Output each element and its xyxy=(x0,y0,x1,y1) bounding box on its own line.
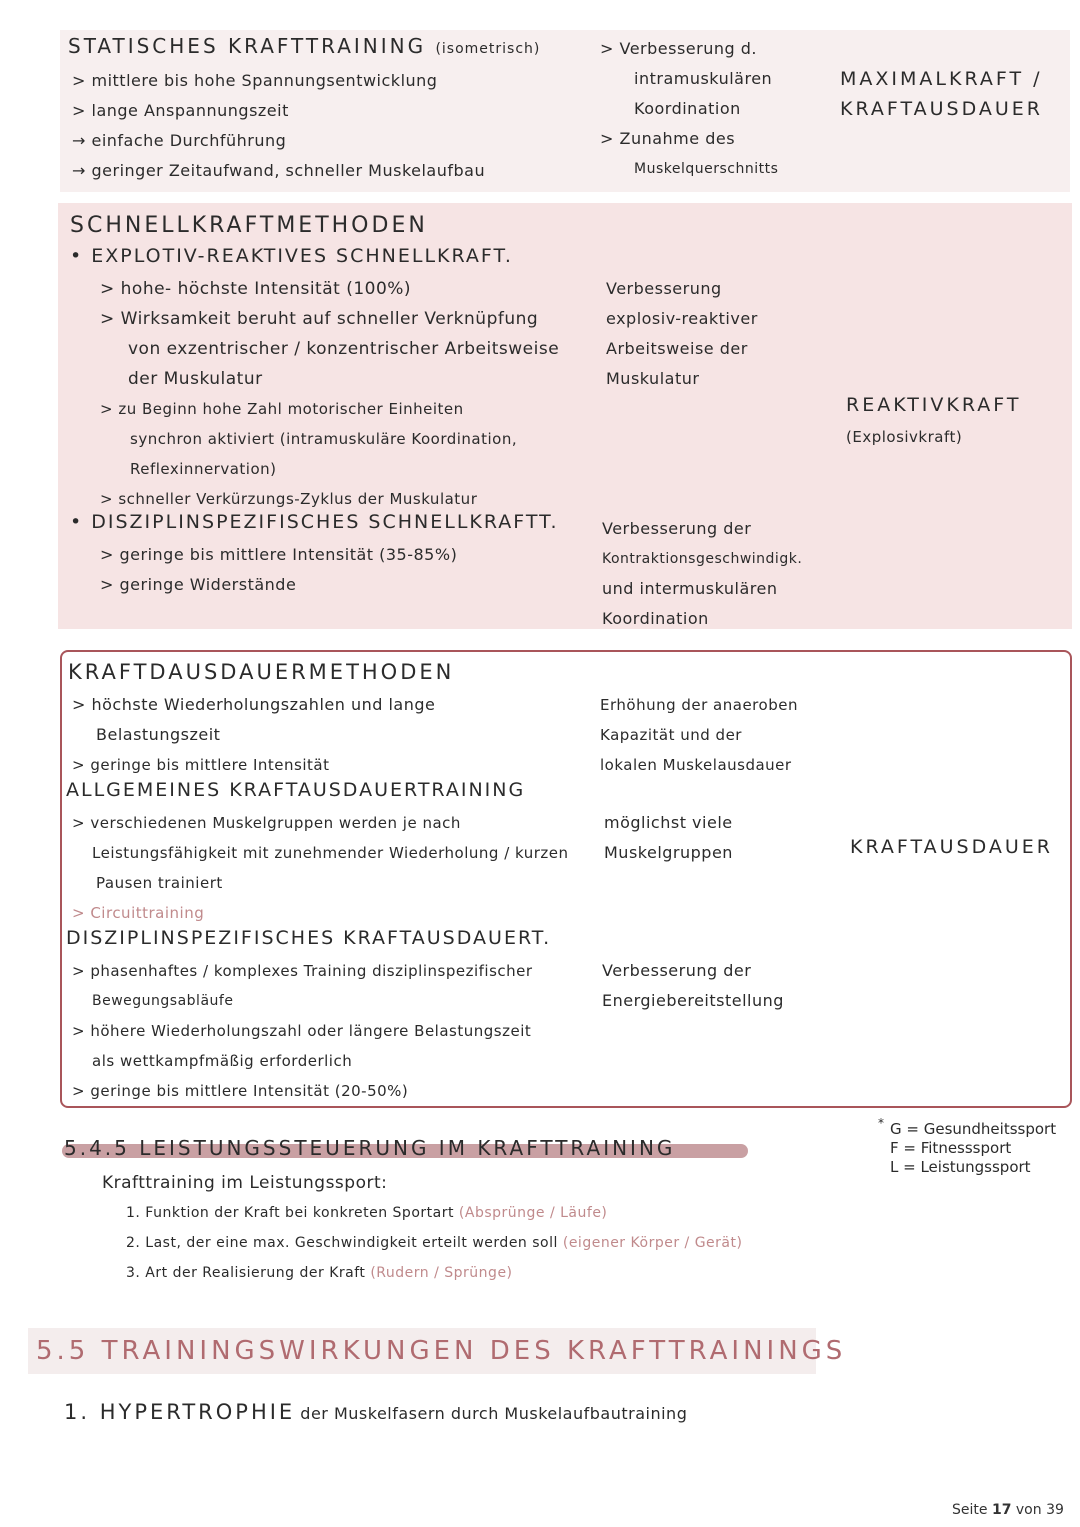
section54-intro: Krafttraining im Leistungssport: xyxy=(102,1173,388,1193)
schnell-sub1-effects xyxy=(606,274,758,394)
heading-545: 5.4.5 LEISTUNGSSTEUERUNG IM KRAFTTRAINING xyxy=(64,1136,676,1160)
ausdauer-effect: möglichst viele xyxy=(604,813,733,832)
legend-line: L = Leistungssport xyxy=(890,1158,1031,1176)
ausdauer-effects3 xyxy=(602,956,784,1016)
hypertrophie-rest: der Muskelfasern durch Muskelaufbautraining xyxy=(300,1404,688,1423)
schnell-sub2-effect: Verbesserung der xyxy=(602,519,752,538)
hypertrophie-bold: 1. HYPERTROPHIE xyxy=(64,1400,296,1424)
ausdauer-sub2-item: > geringe bis mittlere Intensität (20-50%) xyxy=(72,1082,409,1100)
schnell-sub1-effect: Verbesserung xyxy=(606,279,722,298)
ausdauer-sub1-item: Leistungsfähigkeit mit zunehmender Wiederholung / kurzen xyxy=(92,844,569,862)
schnell-sub1-item: von exzentrischer / konzentrischer Arbeitsweise xyxy=(128,339,560,359)
ausdauer-sub1-item: Pausen trainiert xyxy=(96,874,223,892)
schnell-sub2-item: > geringe bis mittlere Intensität (35-85%) xyxy=(100,545,458,564)
schnell-sub1-effect: Muskulatur xyxy=(606,369,700,388)
section54-list xyxy=(126,1198,742,1288)
static-effect: intramuskulären xyxy=(634,69,773,88)
schnell-sub1-item: Reflexinnervation) xyxy=(130,460,277,478)
static-item: > lange Anspannungszeit xyxy=(72,101,289,120)
ausdauer-sub1-items xyxy=(72,808,569,928)
ausdauer-item: > höchste Wiederholungszahlen und lange xyxy=(72,695,436,714)
section54-item xyxy=(126,1228,742,1258)
ausdauer-effect: Muskelgruppen xyxy=(604,843,733,862)
static-effects xyxy=(600,34,778,184)
legend-line: G = Gesundheitssport xyxy=(890,1120,1057,1138)
ausdauer-sub2-items xyxy=(72,956,533,1106)
schnell-sub2-effect: und intermuskulären xyxy=(602,579,778,598)
schnell-goal-note: (Explosivkraft) xyxy=(846,428,963,446)
schnell-sub2-item: > geringe Widerstände xyxy=(100,575,297,594)
section54-item xyxy=(126,1258,742,1288)
schnell-sub1-effect: Arbeitsweise der xyxy=(606,339,748,358)
static-goal-line: KRAFTAUSDAUER xyxy=(840,98,1043,120)
page-footer xyxy=(952,1502,1064,1518)
ausdauer-effect: Kapazität und der xyxy=(600,726,742,744)
schnell-sub1-item: > zu Beginn hohe Zahl motorischer Einheiten xyxy=(100,400,464,418)
section54-item-note: (eigener Körper / Gerät) xyxy=(562,1235,743,1251)
section54-item-text: 1. Funktion der Kraft bei konkreten Sportart xyxy=(126,1205,454,1221)
schnell-sub2-effect: Kontraktionsgeschwindigk. xyxy=(602,551,803,567)
schnell-title: SCHNELLKRAFTMETHODEN xyxy=(70,213,428,238)
ausdauer-title: KRAFTDAUSDAUERMETHODEN xyxy=(68,660,455,684)
static-effect: > Zunahme des xyxy=(600,129,736,148)
sport-legend xyxy=(878,1116,1057,1177)
static-item: > mittlere bis hohe Spannungsentwicklung xyxy=(72,71,438,90)
static-title-note: (isometrisch) xyxy=(435,41,541,57)
static-effect: > Verbesserung d. xyxy=(600,39,757,58)
page-number: 17 xyxy=(991,1502,1012,1518)
schnell-sub1-item: > schneller Verkürzungs-Zyklus der Muskulatur xyxy=(100,490,478,508)
ausdauer-sub1-extra: > Circuittraining xyxy=(72,904,205,922)
section54-item-text: 3. Art der Realisierung der Kraft xyxy=(126,1265,366,1281)
ausdauer-sub1-item: > verschiedenen Muskelgruppen werden je nach xyxy=(72,814,461,832)
hypertrophie-point xyxy=(64,1400,687,1424)
ausdauer-items xyxy=(72,690,435,780)
schnell-sub1-effect: explosiv-reaktiver xyxy=(606,309,758,328)
ausdauer-sub2-item: > höhere Wiederholungszahl oder längere Belastungszeit xyxy=(72,1022,532,1040)
ausdauer-goal: KRAFTAUSDAUER xyxy=(850,836,1053,858)
ausdauer-sub2-item: > phasenhaftes / komplexes Training disziplinspezifischer xyxy=(72,962,533,980)
schnell-sub2-items xyxy=(100,540,457,600)
static-effect: Muskelquerschnitts xyxy=(634,161,779,177)
legend-star: * xyxy=(878,1116,884,1130)
schnell-sub1-item: > Wirksamkeit beruht auf schneller Verknüpfung xyxy=(100,309,539,329)
static-title xyxy=(68,34,540,58)
ausdauer-effect: Verbesserung der xyxy=(602,961,752,980)
ausdauer-sub2-item: als wettkampfmäßig erforderlich xyxy=(92,1052,353,1070)
ausdauer-effects2 xyxy=(604,808,733,868)
section54-item xyxy=(126,1198,742,1228)
static-goal-line: MAXIMALKRAFT / xyxy=(840,68,1043,90)
ausdauer-sub1: ALLGEMEINES KRAFTAUSDAUERTRAINING xyxy=(66,779,526,801)
schnell-sub2: • DISZIPLINSPEZIFISCHES SCHNELLKRAFTT. xyxy=(70,511,559,533)
schnell-sub1-item: > hohe- höchste Intensität (100%) xyxy=(100,279,412,299)
schnell-goal: REAKTIVKRAFT xyxy=(846,394,1022,416)
ausdauer-effect: lokalen Muskelausdauer xyxy=(600,756,792,774)
section54-item-note: (Rudern / Sprünge) xyxy=(370,1265,513,1281)
static-goal xyxy=(840,64,1043,124)
schnell-sub1-items xyxy=(100,274,559,514)
schnell-sub1-item: der Muskulatur xyxy=(128,369,263,389)
page-suffix: von 39 xyxy=(1015,1502,1064,1518)
static-effect: Koordination xyxy=(634,99,741,118)
static-items xyxy=(72,66,485,186)
ausdauer-sub2: DISZIPLINSPEZIFISCHES KRAFTAUSDAUERT. xyxy=(66,927,552,949)
static-title-text: STATISCHES KRAFTTRAINING xyxy=(68,34,427,58)
legend-line: F = Fitnesssport xyxy=(890,1139,1012,1157)
section54-item-note: (Absprünge / Läufe) xyxy=(458,1205,608,1221)
ausdauer-item: > geringe bis mittlere Intensität xyxy=(72,756,330,774)
section54-item-text: 2. Last, der eine max. Geschwindigkeit erteilt werden soll xyxy=(126,1235,558,1251)
ausdauer-effects1 xyxy=(600,690,798,780)
schnell-sub2-effect: Koordination xyxy=(602,609,709,628)
page-prefix: Seite xyxy=(952,1502,988,1518)
heading-55: 5.5 TRAININGSWIRKUNGEN DES KRAFTTRAININGS xyxy=(36,1336,847,1366)
static-item: → einfache Durchführung xyxy=(72,131,287,150)
ausdauer-effect: Energiebereitstellung xyxy=(602,991,784,1010)
static-item: → geringer Zeitaufwand, schneller Muskelaufbau xyxy=(72,161,486,180)
schnell-sub1: • EXPLOTIV-REAKTIVES SCHNELLKRAFT. xyxy=(70,245,513,267)
schnell-sub1-item: synchron aktiviert (intramuskuläre Koordination, xyxy=(130,430,518,448)
ausdauer-effect: Erhöhung der anaeroben xyxy=(600,696,798,714)
schnell-sub2-effects xyxy=(602,514,802,634)
ausdauer-item: Belastungszeit xyxy=(96,725,221,744)
ausdauer-sub2-item: Bewegungsabläufe xyxy=(92,993,234,1009)
